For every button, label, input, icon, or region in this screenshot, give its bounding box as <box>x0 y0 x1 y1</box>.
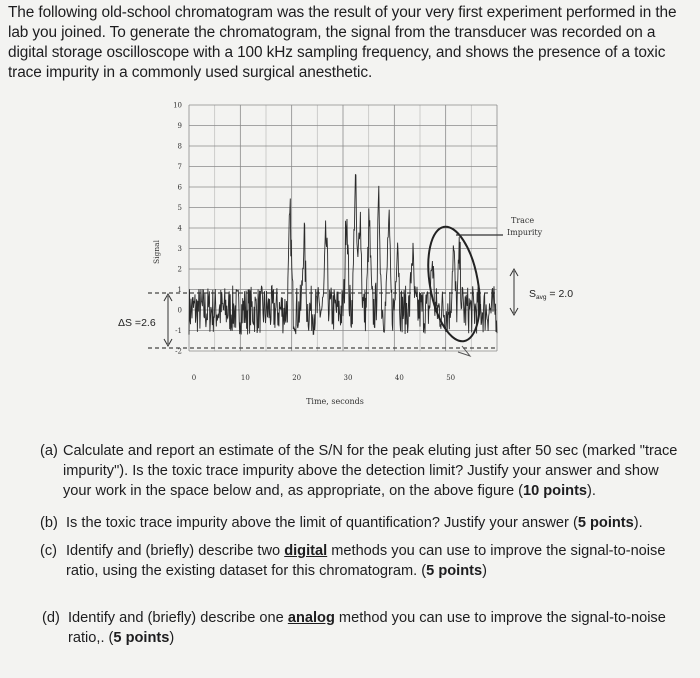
y-tick-label: 3 <box>177 245 182 253</box>
y-tick-labels <box>173 102 182 356</box>
question-a <box>40 441 690 501</box>
y-tick-label: 4 <box>177 224 182 233</box>
y-tick-label: 7 <box>177 163 182 171</box>
y-tick-label: 0 <box>177 306 182 315</box>
chromatogram-figure <box>0 100 700 435</box>
question-a-text: Calculate and report an estimate of the S/N for the peak eluting just after 50 sec (marked "trace impurity"). Is the toxic trace impurity above the detection limit? Justify your answer and show your work in the space below and, as appropriate, on the above figure (10 points). <box>63 443 678 499</box>
question-d-text: Identify and (briefly) describe one analog method you can use to improve the signal-to-noise ratio,. (5 points) <box>68 610 666 646</box>
y-tick-label: 2 <box>177 265 182 274</box>
x-axis-label: Time, seconds <box>306 397 364 406</box>
question-d-label: (d) <box>42 610 60 626</box>
y-tick-label: 8 <box>177 142 182 151</box>
intro-paragraph <box>8 3 696 83</box>
y-tick-label: -1 <box>175 327 182 335</box>
y-axis-label: Signal <box>152 239 161 265</box>
question-c-label: (c) <box>40 543 58 559</box>
question-c <box>40 541 680 581</box>
x-tick-label: 0 <box>191 374 197 382</box>
question-b <box>40 513 690 533</box>
y-tick-label: 5 <box>177 204 182 212</box>
trace-label-2: Impurity <box>507 228 543 237</box>
question-b-text: Is the toxic trace impurity above the limit of quantification? Justify your answer (5 points). <box>66 515 643 531</box>
y-tick-label: 10 <box>173 101 182 110</box>
delta-s-label: ΔS =2.6 <box>118 317 156 329</box>
intro-text: The following old-school chromatogram was the result of your very first experiment performed in the lab you joined. To generate the chromatogram, the signal from the transducer was recorded on a digital storage oscilloscope with a 100 kHz sampling frequency, and shows the presence of a toxic trace impurity in a commonly used surgical anesthetic. <box>8 4 677 81</box>
x-tick-label: 40 <box>394 374 404 382</box>
y-tick-label: -2 <box>175 347 182 356</box>
impurity-circle <box>420 223 487 346</box>
question-a-label: (a) <box>40 443 58 459</box>
question-b-label: (b) <box>40 515 58 531</box>
y-tick-label: 9 <box>177 122 182 130</box>
y-tick-label: 6 <box>177 183 182 192</box>
y-tick-label: 1 <box>177 286 182 294</box>
x-tick-label: 30 <box>343 374 353 382</box>
trace-label-1: Trace <box>511 216 535 225</box>
x-tick-label: 50 <box>446 374 456 382</box>
question-d <box>42 608 672 648</box>
question-c-text: Identify and (briefly) describe two digital methods you can use to improve the signal-to-noise ratio, using the existing dataset for this chromatogram. (5 points) <box>66 543 666 579</box>
x-tick-label: 20 <box>292 374 302 382</box>
s-avg-label: Savg = 2.0 <box>529 288 574 301</box>
x-tick-label: 10 <box>240 374 250 382</box>
x-tick-labels <box>192 374 455 382</box>
